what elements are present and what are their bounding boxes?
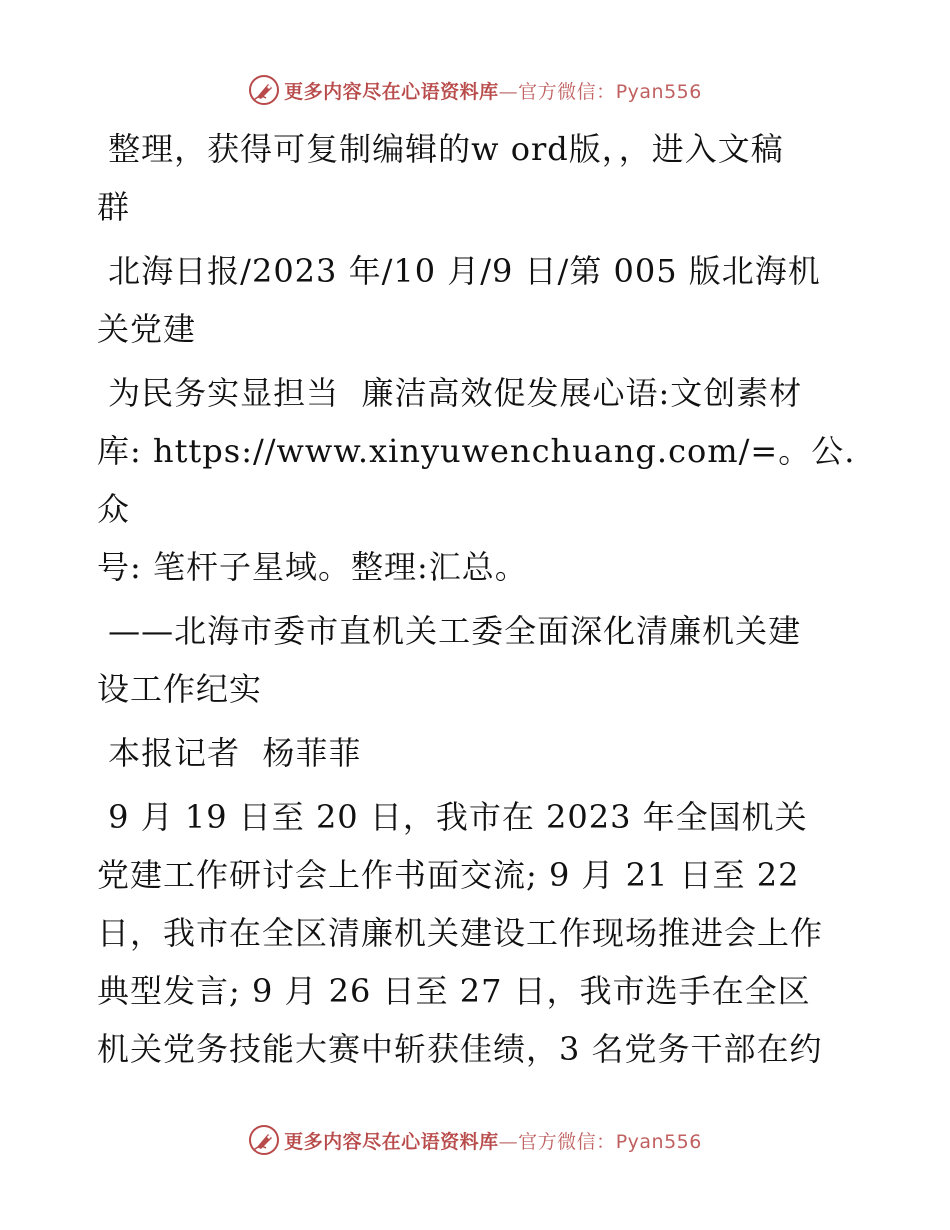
watermark-contact-label: 官方微信： (518, 1130, 616, 1153)
watermark-main-text: 更多内容尽在心语资料库 (284, 80, 499, 103)
footer-watermark-banner (0, 1120, 950, 1160)
pen-nib-logo-icon (248, 1124, 280, 1156)
header-watermark-banner (0, 70, 950, 110)
watermark-main-text: 更多内容尽在心语资料库 (284, 1130, 499, 1153)
watermark-wechat-id: Pyan556 (615, 80, 702, 103)
paragraph-intro-note: 整理，获得可复制编辑的w ord版，，进入文稿 群 (97, 130, 784, 226)
paragraph-subheadline: ——北海市委市直机关工委全面深化清廉机关建 设工作纪实 (97, 612, 802, 708)
paragraph-headline: 为民务实显担当 廉洁高效促发展心语:文创素材 库: https://www.xinyuwenchuang.com/=。公.众 号: 笔杆子星域。整理:汇总。 (97, 374, 856, 586)
paragraph-source-line: 北海日报/2023 年/10 月/9 日/第 005 版北海机 关党建 (97, 252, 821, 348)
watermark-dash: — (498, 80, 519, 103)
document-body (97, 120, 857, 1084)
pen-nib-logo-icon (248, 74, 280, 106)
watermark-text (284, 77, 702, 104)
watermark-wechat-id: Pyan556 (615, 1130, 702, 1153)
paragraph-byline: 本报记者 杨菲菲 (97, 734, 362, 772)
paragraph-body: 9 月 19 日至 20 日，我市在 2023 年全国机关 党建工作研讨会上作书面交流; 9 月 21 日至 22 日，我市在全区清廉机关建设工作现场推进会上作 典型发言; 9 月 26 日至 27 日，我市选手在全区 机关党务技能大赛中斩获佳绩，3 名党务干部在约 (97, 798, 824, 1068)
watermark-dash: — (498, 1130, 519, 1153)
watermark-text (284, 1127, 702, 1154)
watermark-contact-label: 官方微信： (518, 80, 616, 103)
